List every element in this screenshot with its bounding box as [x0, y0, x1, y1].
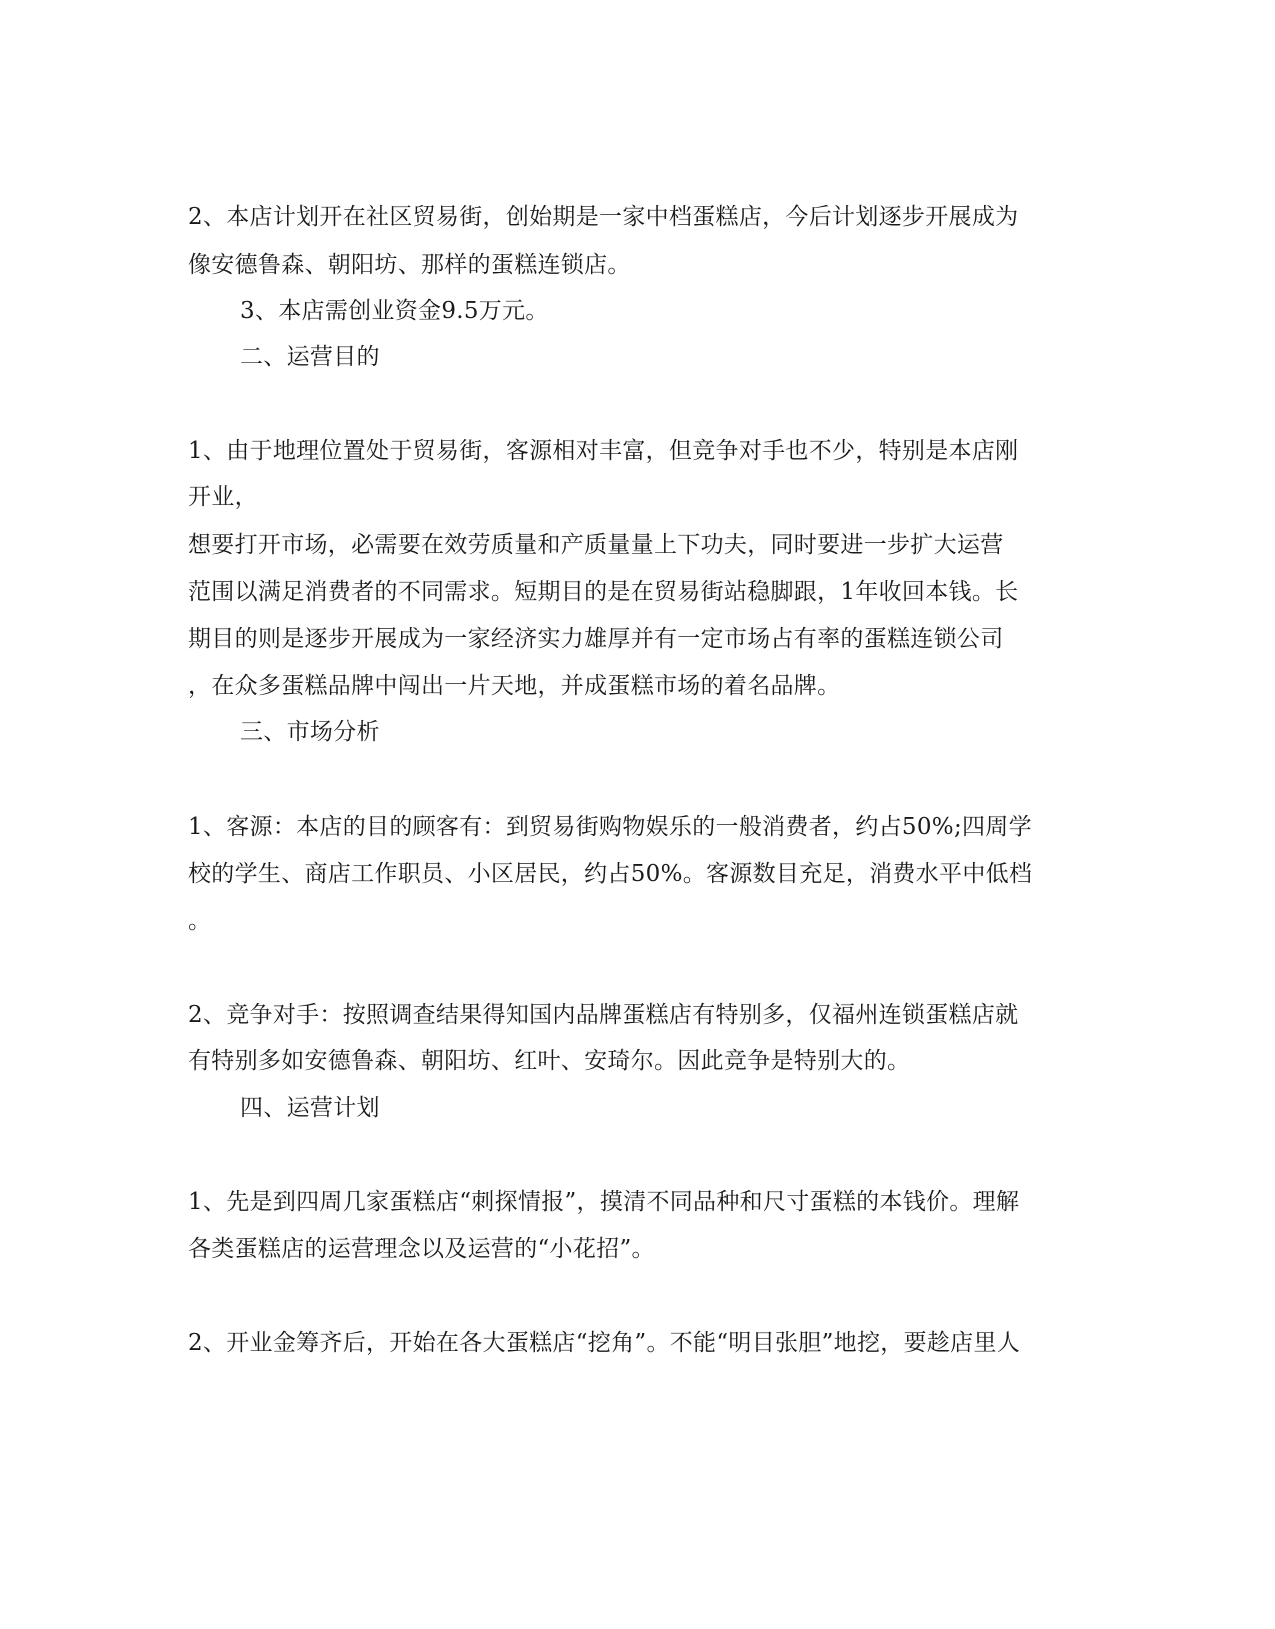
paragraph-line: 2、本店计划开在社区贸易街，创始期是一家中档蛋糕店，今后计划逐步开展成为: [188, 204, 1019, 230]
paragraph-line: 2、竞争对手：按照调查结果得知国内品牌蛋糕店有特别多，仅福州连锁蛋糕店就: [188, 1002, 1019, 1028]
paragraph-line: 3、本店需创业资金9.5万元。: [240, 298, 549, 324]
paragraph-line: 像安德鲁森、朝阳坊、那样的蛋糕连锁店。: [188, 252, 631, 278]
paragraph-line: 范围以满足消费者的不同需求。短期目的是在贸易街站稳脚跟，1年收回本钱。长: [188, 579, 1019, 605]
paragraph-line: ，在众多蛋糕品牌中闯出一片天地，并成蛋糕市场的着名品牌。: [188, 673, 841, 699]
section-heading: 二、运营目的: [240, 344, 380, 370]
paragraph-line: 各类蛋糕店的运营理念以及运营的“小花招”。: [188, 1236, 655, 1262]
paragraph-line: 有特别多如安德鲁森、朝阳坊、红叶、安琦尔。因此竞争是特别大的。: [188, 1048, 911, 1074]
paragraph-line: 想要打开市场，必需要在效劳质量和产质量量上下功夫，同时要进一步扩大运营: [188, 532, 1004, 558]
paragraph-line: 2、开业金筹齐后，开始在各大蛋糕店“挖角”。不能“明目张胆”地挖，要趁店里人: [188, 1330, 1021, 1356]
paragraph-line: 1、由于地理位置处于贸易街，客源相对丰富，但竞争对手也不少，特别是本店刚: [188, 438, 1019, 464]
paragraph-line: 开业，: [188, 484, 258, 510]
paragraph-line: 。: [188, 908, 212, 934]
paragraph-line: 期目的则是逐步开展成为一家经济实力雄厚并有一定市场占有率的蛋糕连锁公司: [188, 626, 1004, 652]
section-heading: 三、市场分析: [240, 719, 380, 745]
paragraph-line: 1、客源：本店的目的顾客有：到贸易街购物娱乐的一般消费者，约占50%;四周学: [188, 814, 1032, 840]
paragraph-line: 校的学生、商店工作职员、小区居民，约占50%。客源数目充足，消费水平中低档: [188, 861, 1033, 887]
section-heading: 四、运营计划: [240, 1095, 380, 1121]
paragraph-line: 1、先是到四周几家蛋糕店“刺探情报”，摸清不同品种和尺寸蛋糕的本钱价。理解: [188, 1189, 1020, 1215]
